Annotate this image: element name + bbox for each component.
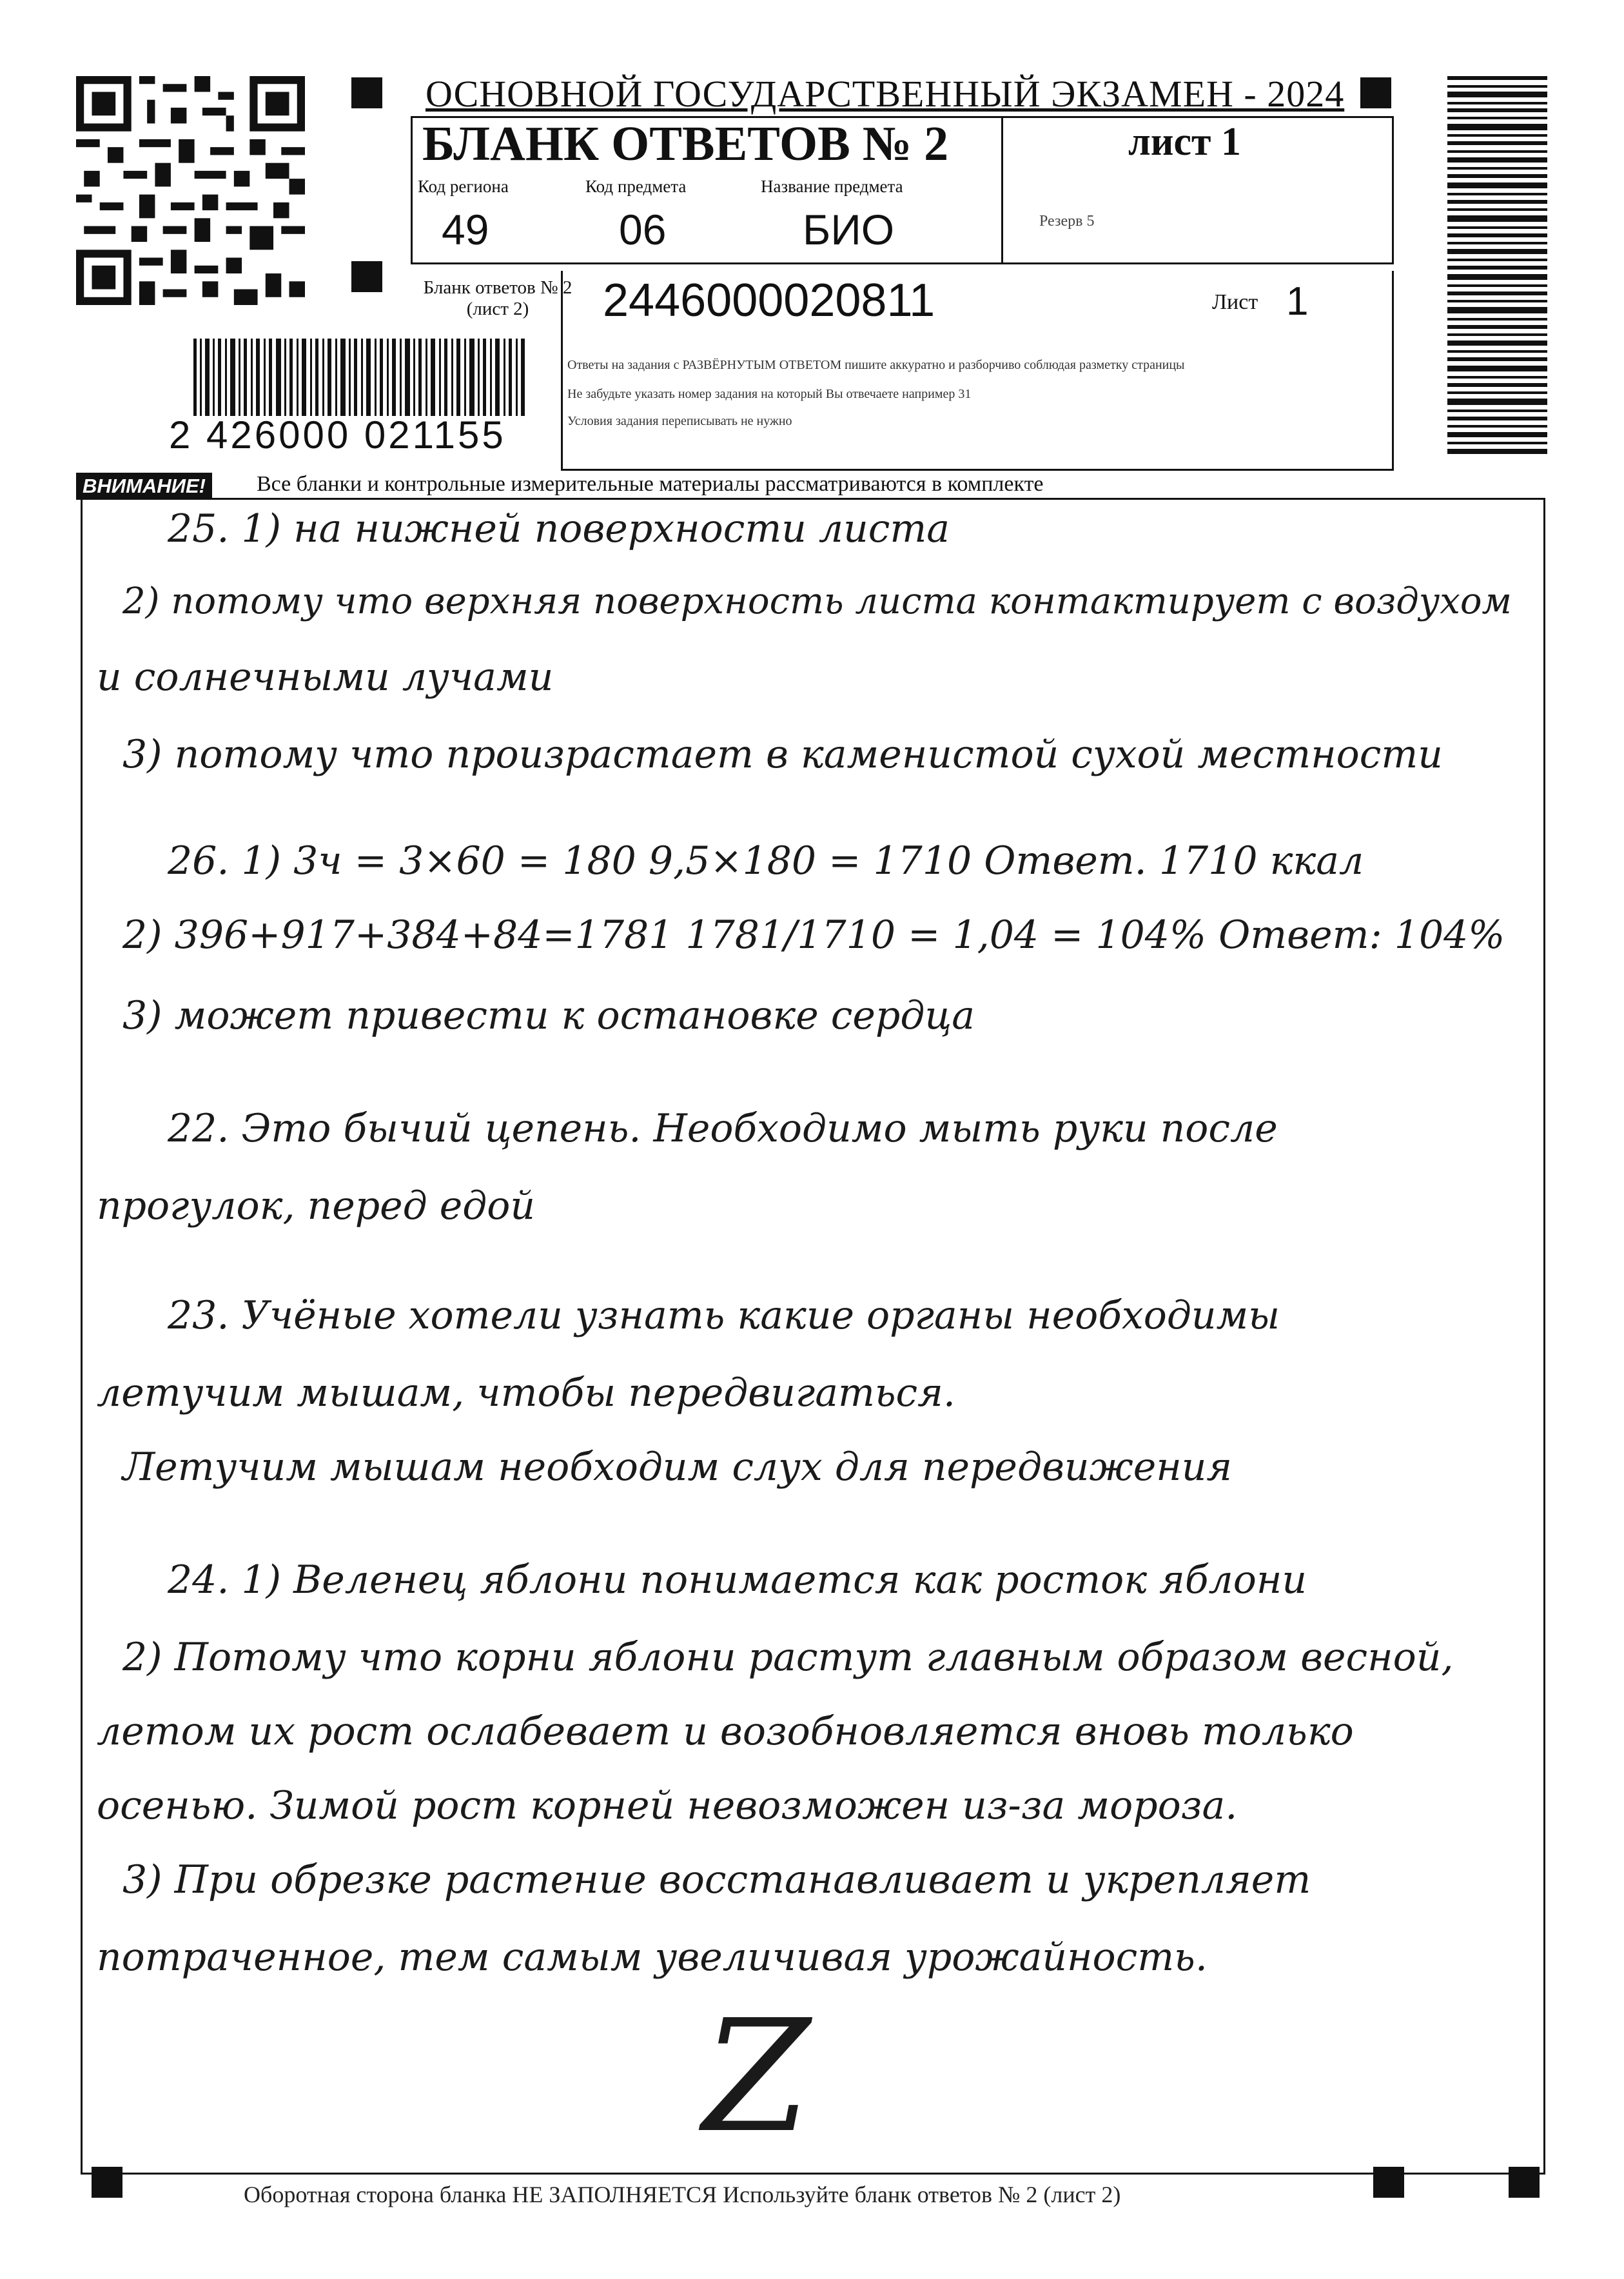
blank-label-line2: (лист 2) <box>466 299 529 320</box>
vertical-barcode <box>1447 76 1547 457</box>
answer-line: 25. 1) на нижней поверхности листа <box>168 506 950 551</box>
answer-line: прогулок, перед едой <box>97 1183 536 1228</box>
subject-code-label: Код предмета <box>585 177 687 196</box>
region-value: 49 <box>442 206 489 253</box>
instruction-line: Ответы на задания с РАЗВЁРНУТЫМ ОТВЕТОМ пишите аккуратно и разборчиво соблюдая разметку страницы <box>567 358 1185 372</box>
answer-line: 3) При обрезке растение восстанавливает и укрепляет <box>122 1857 1311 1902</box>
warning-text: Все бланки и контрольные измерительные материалы рассматриваются в комплекте <box>257 472 1044 496</box>
subject-code-value: 06 <box>619 206 667 253</box>
answer-line: осенью. Зимой рост корней невозможен из-за мороза. <box>97 1783 1238 1828</box>
instruction-line: Не забудьте указать номер задания на который Вы отвечаете например 31 <box>567 387 972 401</box>
answer-line: 24. 1) Веленец яблони понимается как росток яблони <box>168 1557 1307 1603</box>
answer-line: 2) 396+917+384+84=1781 1781/1710 = 1,04 = 104% Ответ: 104% <box>122 913 1505 958</box>
answer-line: 23. Учёные хотели узнать какие органы необходимы <box>168 1293 1280 1338</box>
instruction-line: Условия задания переписывать не нужно <box>567 414 792 428</box>
blank-label <box>411 277 585 321</box>
region-label: Код региона <box>418 177 509 196</box>
answer-line: потраченное, тем самым увеличивая урожайность. <box>97 1935 1208 1980</box>
answer-line: Летучим мышам необходим слух для передвижения <box>122 1445 1233 1490</box>
subject-name-label: Название предмета <box>761 177 903 196</box>
blank-number: 2446000020811 <box>603 275 935 326</box>
footer-note: Оборотная сторона бланка НЕ ЗАПОЛНЯЕТСЯ Используйте бланк ответов № 2 (лист 2) <box>244 2182 1121 2207</box>
answer-line: 2) Потому что корни яблони растут главным образом весной, <box>122 1635 1454 1680</box>
qr-code <box>76 76 305 305</box>
reserve-label: Резерв 5 <box>1039 213 1095 230</box>
blank-label-line1: Бланк ответов № 2 <box>423 277 572 298</box>
answer-line: летучим мышам, чтобы передвигаться. <box>97 1370 955 1416</box>
exam-title: ОСНОВНОЙ ГОСУДАРСТВЕННЫЙ ЭКЗАМЕН - 2024 <box>426 73 1345 115</box>
barcode-digits: 2 426000 021155 <box>169 413 506 457</box>
answer-line: летом их рост ослабевает и возобновляется вновь только <box>97 1709 1354 1754</box>
answer-line: 3) потому что произрастает в каменистой сухой местности <box>122 732 1443 777</box>
registration-mark <box>1360 77 1391 108</box>
sheet-title: лист 1 <box>1128 120 1241 164</box>
list-label: Лист <box>1212 290 1258 314</box>
end-mark: Z <box>703 1986 810 2167</box>
header-divider <box>1001 116 1003 264</box>
list-value: 1 <box>1286 279 1309 324</box>
answer-line: 2) потому что верхняя поверхность листа контактирует с воздухом <box>122 580 1512 622</box>
answer-line: 22. Это бычий цепень. Необходимо мыть руки после <box>168 1106 1278 1151</box>
registration-mark <box>351 261 382 292</box>
answer-line: и солнечными лучами <box>97 655 554 700</box>
warning-badge: ВНИМАНИЕ! <box>76 473 212 500</box>
form-title: БЛАНК ОТВЕТОВ № 2 <box>422 117 949 171</box>
subject-name-value: БИО <box>803 206 895 253</box>
answer-line: 3) может привести к остановке сердца <box>122 993 975 1038</box>
answer-line: 26. 1) 3ч = 3×60 = 180 9,5×180 = 1710 Ответ. 1710 ккал <box>168 838 1364 883</box>
registration-mark <box>351 77 382 108</box>
